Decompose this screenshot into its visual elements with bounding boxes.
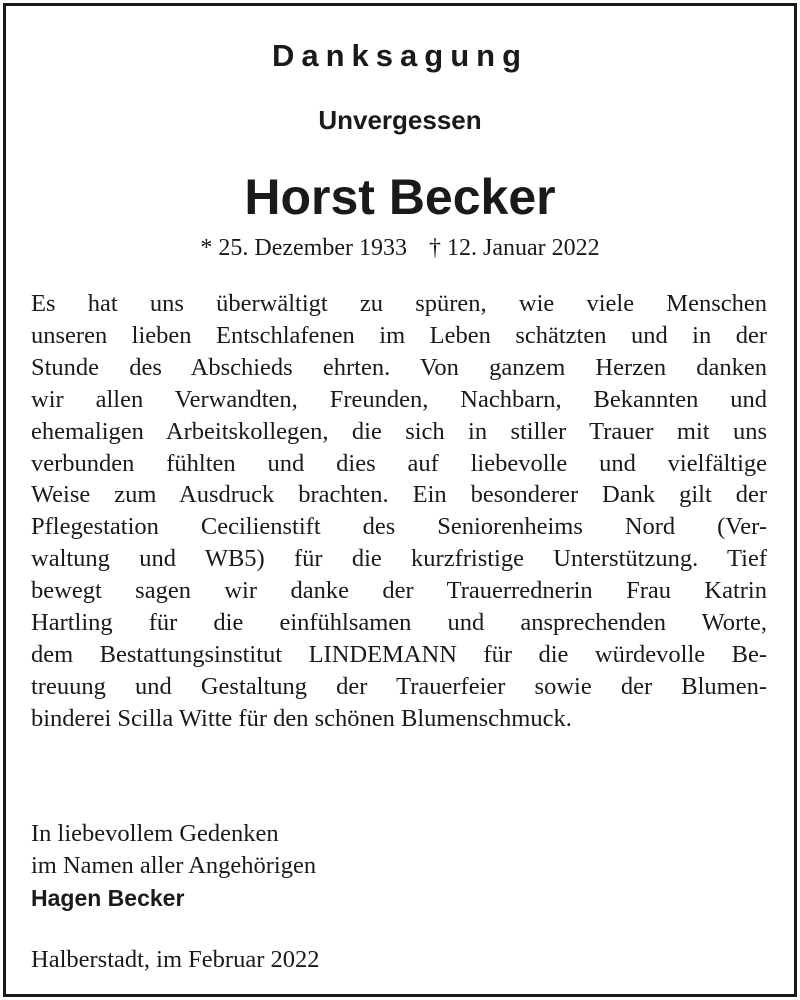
body-line: bewegt sagen wir danke der Trauerrednerin Frau Katrin — [31, 577, 767, 605]
closing-line: In liebevollem Gedenken — [31, 820, 279, 847]
body-line: binderei Scilla Witte für den schönen Blumenschmuck. — [31, 704, 572, 732]
deceased-name: Horst Becker — [244, 169, 556, 225]
body-line: dem Bestattungsinstitut LINDEMANN für die würdevolle Be- — [31, 640, 767, 668]
body-line: Hartling für die einfühlsamen und ansprechenden Worte, — [31, 609, 767, 637]
closing-line: im Namen aller Angehörigen — [31, 852, 317, 879]
life-dates — [6, 232, 794, 264]
body-line: wir allen Verwandten, Freunden, Nachbarn, Bekannten und — [31, 385, 767, 413]
birth-date: * 25. Dezember 1933 — [200, 235, 407, 261]
body-line: treuung und Gestaltung der Trauerfeier sowie der Blumen- — [31, 672, 767, 700]
closing-block — [31, 818, 316, 914]
place-date: Halberstadt, im Februar 2022 — [31, 946, 320, 973]
death-date: † 12. Januar 2022 — [428, 235, 600, 261]
signer-name: Hagen Becker — [31, 885, 185, 911]
body-line: Stunde des Abschieds ehrten. Von ganzem Herzen danken — [31, 353, 767, 381]
body-line: Pflegestation Cecilienstift des Seniorenheims Nord (Ver- — [31, 513, 767, 541]
body-line: Weise zum Ausdruck brachten. Ein besonderer Dank gilt der — [31, 481, 767, 509]
body-line: unseren lieben Entschlafenen im Leben schätzten und in der — [31, 321, 767, 349]
notice-subtitle: Unvergessen — [318, 105, 482, 135]
obituary-notice — [3, 3, 797, 997]
body-line: ehemaligen Arbeitskollegen, die sich in stiller Trauer mit uns — [31, 417, 767, 445]
body-line: waltung und WB5) für die kurzfristige Unterstützung. Tief — [31, 545, 767, 573]
thank-you-text — [31, 288, 767, 735]
body-line: verbunden fühlten und dies auf liebevolle und vielfältige — [31, 449, 767, 477]
body-line: Es hat uns überwältigt zu spüren, wie viele Menschen — [31, 290, 767, 317]
notice-title: Danksagung — [271, 38, 529, 73]
